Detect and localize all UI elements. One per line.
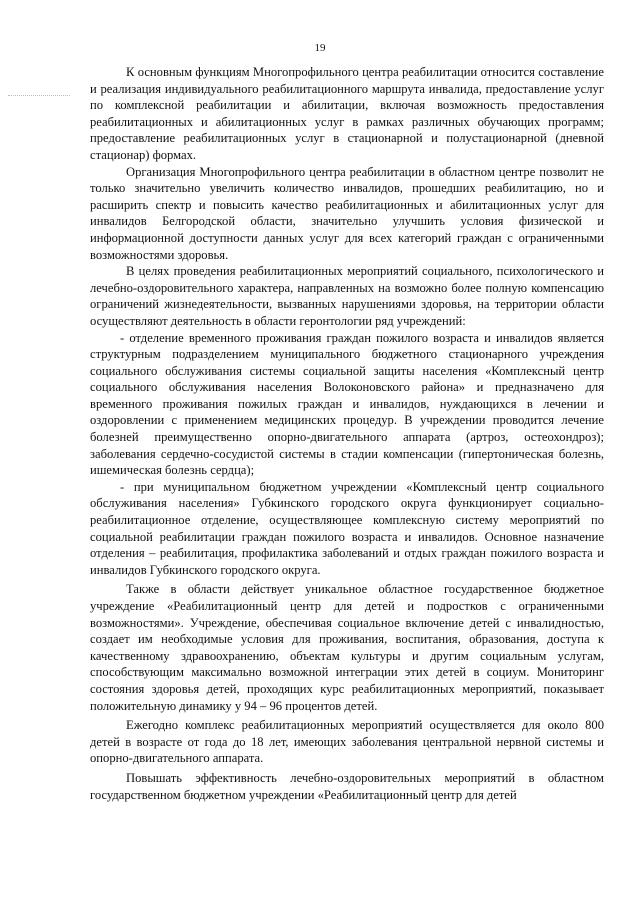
document-body	[90, 64, 604, 803]
paragraph-functions: К основным функциям Многопрофильного центра реабилитации относится составление и реализация индивидуального реабилитационного маршрута инвалида, предоставление услуг по комплексной реабилитации и абилитации, включая возможность предоставления реабилитационных и абилитационных услуг в рамках различных обучающих программ; предоставление реабилитационных услуг в стационарной и полустационарной (дневной стационар) формах.	[90, 65, 604, 162]
paragraph-organization: Организация Многопрофильного центра реабилитации в областном центре позволит не только значительно увеличить количество инвалидов, прошедших реабилитацию, но и расширить спектр и повысить качество реабилитационных и абилитационных услуг для инвалидов Белгородской области, значительно улучшить условия физической и информационной доступности данных услуг для всех категорий граждан с ограниченными возможностями здоровья.	[90, 164, 604, 262]
page-number: 19	[314, 42, 326, 54]
paragraph-annual-program: Ежегодно комплекс реабилитационных мероприятий осуществляется для около 800 детей в возрасте от года до 18 лет, имеющих заболевания центральной нервной системы и опорно-двигательного аппарата.	[90, 718, 604, 766]
list-item-gubkinsky: - при муниципальном бюджетном учреждении «Комплексный центр социального обслуживания населения» Губкинского городского округа функционирует социально-реабилитационное отделение, осуществляющее комплексную систему мероприятий по социальной реабилитации граждан пожилого возраста и инвалидов. Основное назначение отделения – реабилитация, профилактика заболеваний и отдых граждан пожилого возраста и инвалидов Губкинского городского округа.	[90, 479, 604, 577]
paragraph-institutions-intro: В целях проведения реабилитационных мероприятий социального, психологического и лечебно-оздоровительного характера, направленных на возможно более полную компенсацию ограничений жизнедеятельности, вызванных нарушениями здоровья, на территории области осуществляют деятельность в области геронтологии ряд учреждений:	[90, 264, 604, 328]
scan-artifact	[8, 95, 70, 97]
paragraph-efficiency: Повышать эффективность лечебно-оздоровительных мероприятий в областном государственном бюджетном учреждении «Реабилитационный центр для детей	[90, 770, 604, 802]
paragraph-children-center: Также в области действует уникальное областное государственное бюджетное учреждение «Реабилитационный центр для детей и подростков с ограниченными возможностями». Учреждение, обеспечивая социальное включение детей с инвалидностью, создает им необходимые условия для проживания, воспитания, образования, доступа к качественному здравоохранению, объектам культуры и другим социальным услугам, способствующим максимально возможной интеграции этих детей в социум. Мониторинг состояния здоровья детей, проходящих курс реабилитационных мероприятий, показывает положительную динамику у 94 – 96 процентов детей.	[90, 582, 604, 713]
list-item-volokonovsky: - отделение временного проживания граждан пожилого возраста и инвалидов является структурным подразделением муниципального бюджетного стационарного учреждения социального обслуживания системы социальной защиты населения «Комплексный центр социального обслуживания населения Волоконовского района» и предназначено для временного проживания пожилых граждан и инвалидов, нуждающихся в лечении и оздоровлении с применением медицинских процедур. В учреждении проводится лечение болезней преимущественно опорно-двигательного аппарата (артроз, остеохондроз); заболевания сердечно-сосудистой системы в стадии компенсации (гипертоническая болезнь, ишемическая болезнь сердца);	[90, 330, 604, 478]
